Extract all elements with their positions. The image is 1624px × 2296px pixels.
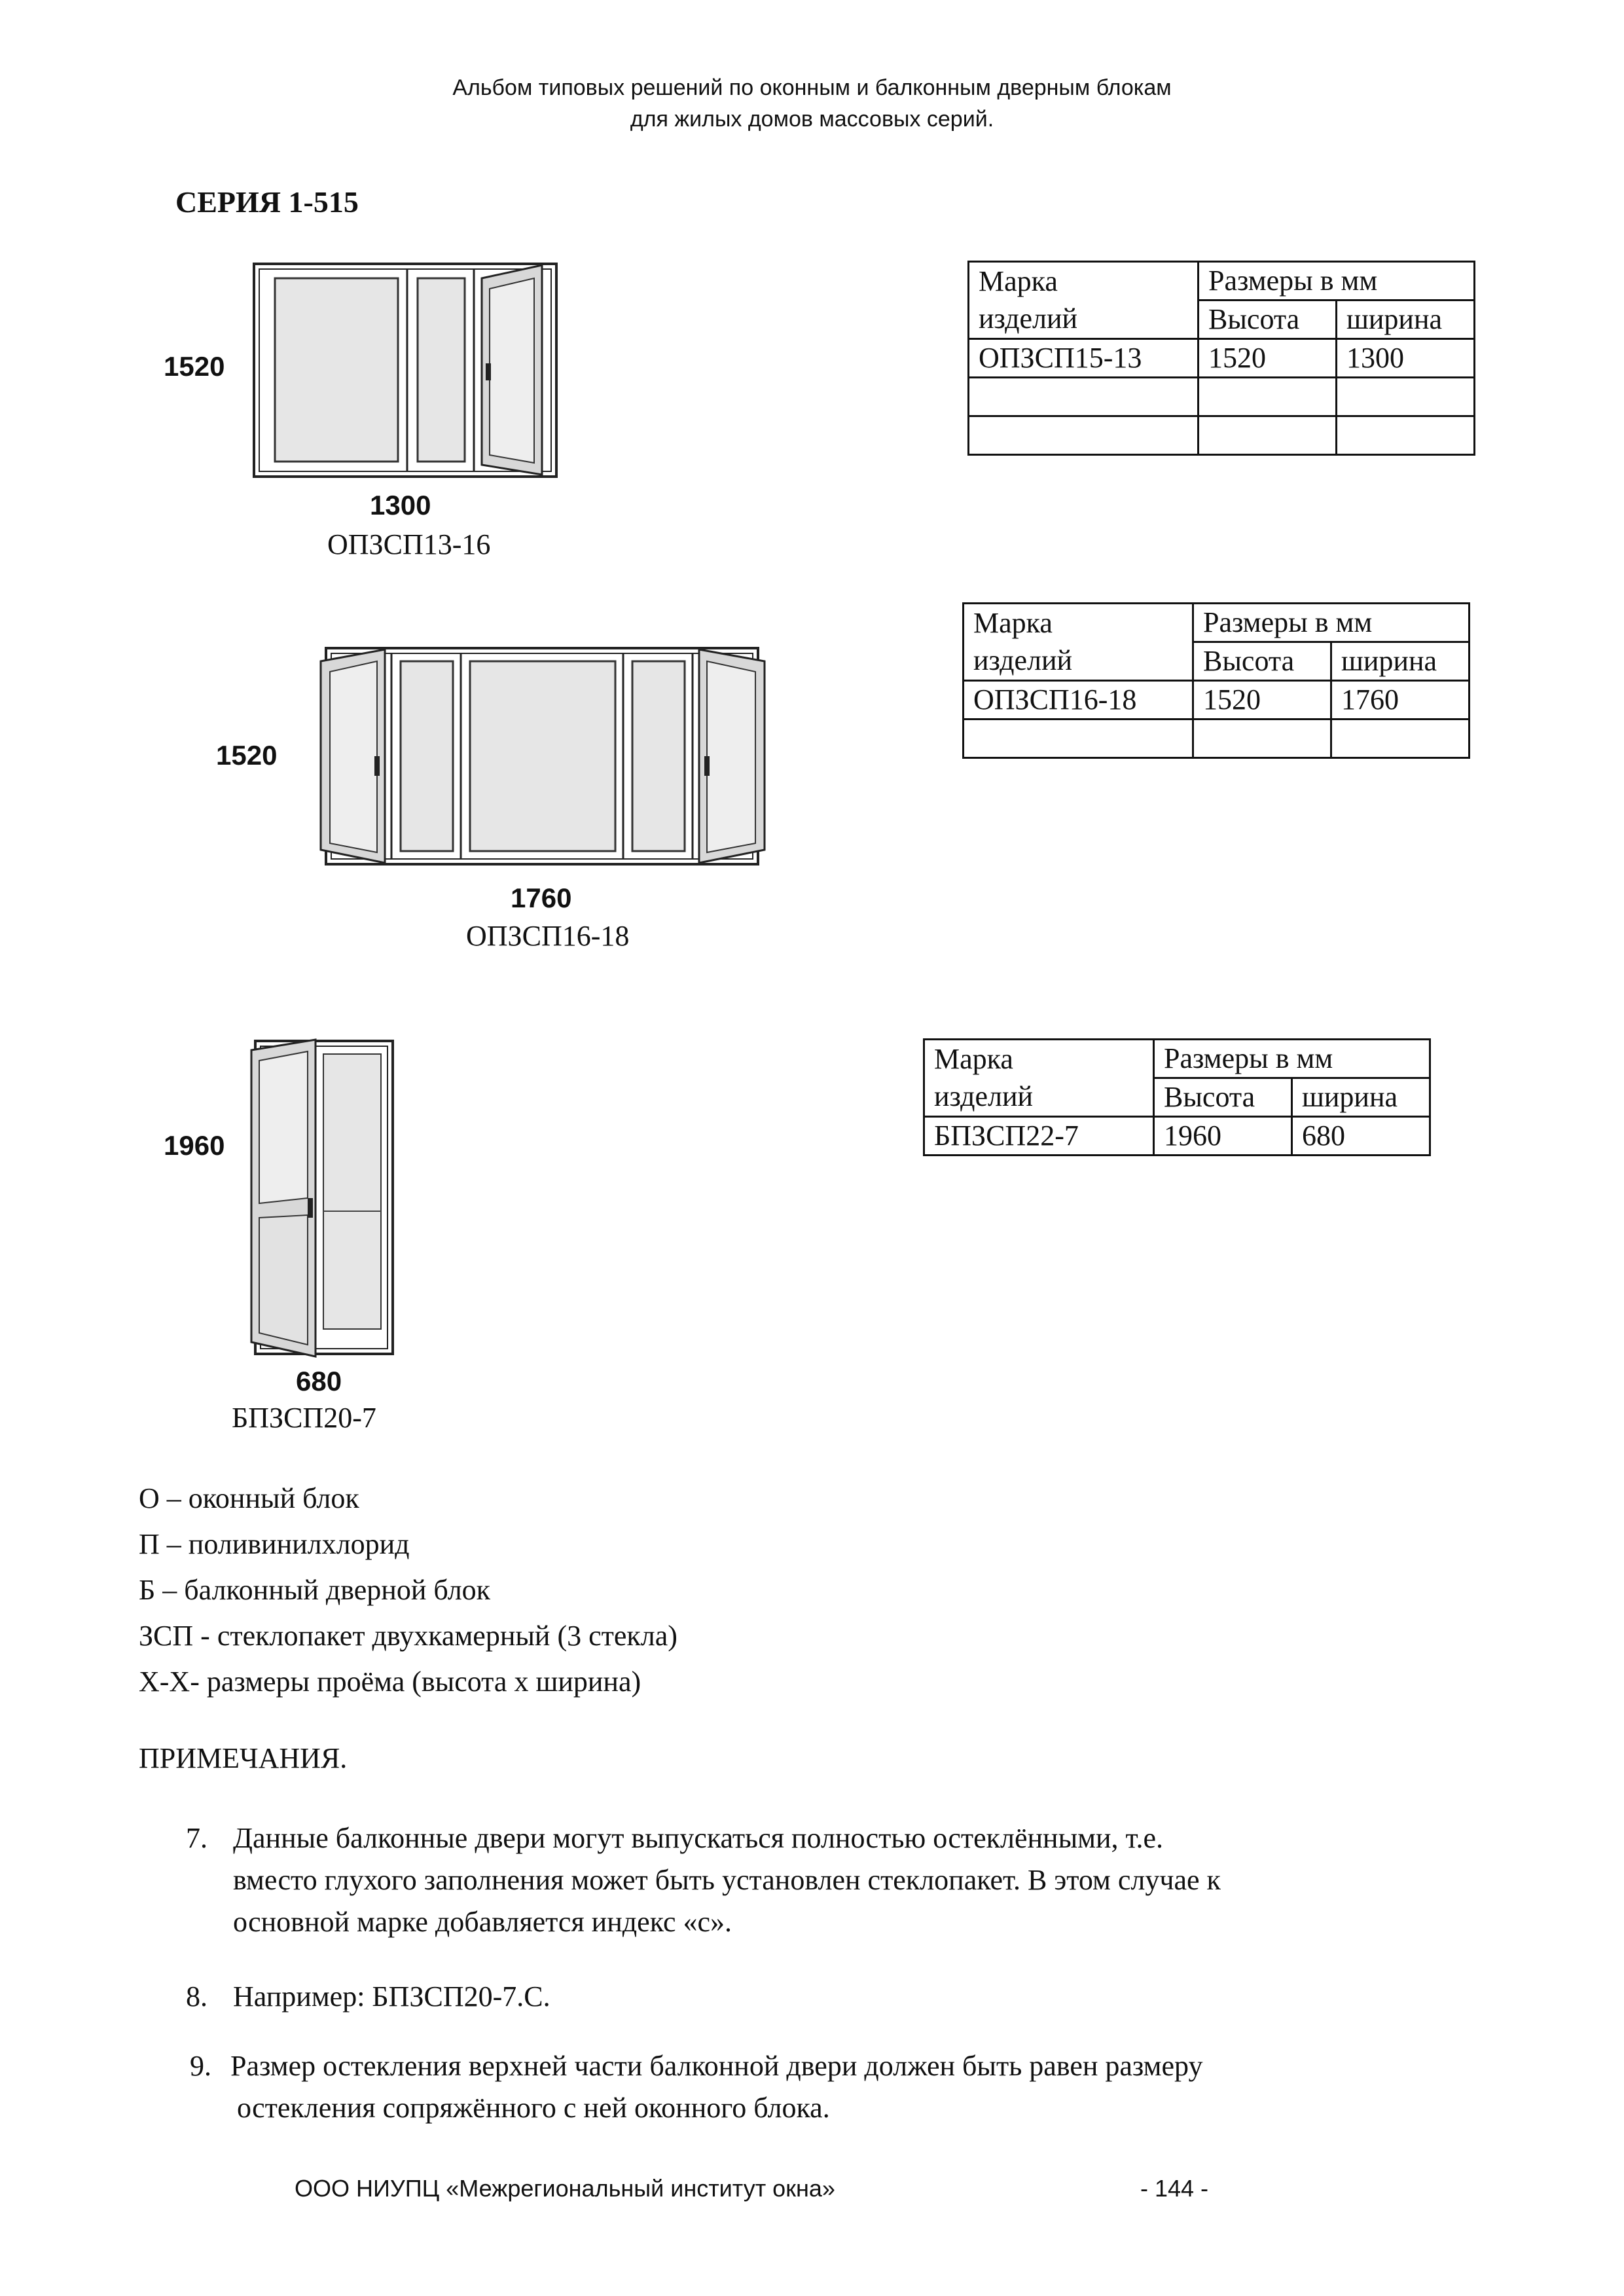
legend-item: ЗСП - стеклопакет двухкамерный (3 стекла) — [139, 1620, 677, 1652]
cell-empty — [1331, 720, 1470, 758]
table-header-width: ширина — [1292, 1078, 1430, 1117]
cell-mark: БПЗСП22-7 — [924, 1117, 1154, 1156]
legend — [139, 1476, 677, 1705]
caption-3: БПЗСП20-7 — [232, 1402, 376, 1434]
table-header-sizes: Размеры в мм — [1154, 1040, 1430, 1078]
note-8 — [233, 1976, 550, 2018]
table-header-height: Высота — [1199, 301, 1337, 339]
cell-empty — [969, 378, 1199, 416]
height-label-3: 1960 — [164, 1130, 225, 1161]
table-row — [964, 681, 1470, 720]
width-label-2: 1760 — [511, 883, 572, 913]
note-line: основной марке добавляется индекс «с». — [233, 1906, 732, 1938]
table-header-mark-2: изделий — [969, 301, 1199, 339]
width-label-3: 680 — [296, 1366, 342, 1396]
cell-height: 1520 — [1199, 339, 1337, 378]
note-9 — [230, 2045, 1202, 2129]
height-label-1: 1520 — [164, 351, 225, 382]
note-line: Например: БПЗСП20-7.С. — [233, 1980, 550, 2013]
legend-item: Б – балконный дверной блок — [139, 1574, 491, 1606]
table-header-sizes: Размеры в мм — [1193, 604, 1470, 642]
cell-empty — [1337, 416, 1475, 455]
notes-title: ПРИМЕЧАНИЯ. — [139, 1742, 348, 1774]
caption-1: ОПЗСП13-16 — [327, 528, 491, 560]
note-line: остекления сопряжённого с ней оконного блока. — [237, 2092, 830, 2124]
width-label-1: 1300 — [370, 490, 431, 520]
cell-width: 680 — [1292, 1117, 1430, 1156]
window-drawing-2 — [314, 642, 772, 871]
legend-item: О – оконный блок — [139, 1482, 359, 1514]
cell-width: 1300 — [1337, 339, 1475, 378]
note-7-number: 7. — [186, 1822, 208, 1854]
legend-item: Х-Х- размеры проёма (высота х ширина) — [139, 1666, 641, 1698]
cell-width: 1760 — [1331, 681, 1470, 720]
table-header-sizes: Размеры в мм — [1199, 262, 1475, 301]
cell-empty — [969, 416, 1199, 455]
spec-table-2 — [962, 602, 1470, 759]
cell-mark: ОПЗСП15-13 — [969, 339, 1199, 378]
table-header-mark: Марка — [924, 1040, 1154, 1078]
note-8-number: 8. — [186, 1980, 208, 2013]
spec-table-3 — [923, 1038, 1431, 1156]
window-drawing-1 — [249, 259, 563, 484]
caption-2: ОПЗСП16-18 — [466, 920, 630, 952]
header-line-1: Альбом типовых решений по оконным и балконным дверным блокам — [452, 75, 1172, 100]
cell-empty — [1199, 416, 1337, 455]
spec-table-1 — [967, 261, 1475, 456]
table-header-height: Высота — [1154, 1078, 1292, 1117]
cell-empty — [1199, 378, 1337, 416]
table-row — [969, 416, 1475, 455]
table-header-mark-2: изделий — [964, 642, 1193, 681]
table-header-mark: Марка — [969, 262, 1199, 301]
table-header-mark: Марка — [964, 604, 1193, 642]
table-row — [969, 378, 1475, 416]
height-label-2: 1520 — [216, 740, 278, 771]
note-7 — [233, 1817, 1221, 1943]
cell-mark: ОПЗСП16-18 — [964, 681, 1193, 720]
cell-empty — [964, 720, 1193, 758]
table-header-height: Высота — [1193, 642, 1331, 681]
note-line: Размер остекления верхней части балконной двери должен быть равен размеру — [230, 2050, 1203, 2082]
cell-empty — [1337, 378, 1475, 416]
table-header-width: ширина — [1337, 301, 1475, 339]
footer-org: ООО НИУПЦ «Межрегиональный институт окна» — [295, 2175, 835, 2202]
table-header-mark-2: изделий — [924, 1078, 1154, 1117]
note-9-number: 9. — [190, 2050, 211, 2082]
legend-item: П – поливинилхлорид — [139, 1528, 410, 1560]
series-title: СЕРИЯ 1-515 — [175, 185, 359, 219]
table-row — [924, 1117, 1430, 1156]
table-row — [969, 339, 1475, 378]
door-drawing-3 — [242, 1034, 406, 1362]
cell-height: 1960 — [1154, 1117, 1292, 1156]
table-row — [964, 720, 1470, 758]
header-line-2: для жилых домов массовых серий. — [630, 107, 994, 132]
cell-height: 1520 — [1193, 681, 1331, 720]
note-line: Данные балконные двери могут выпускаться полностью остеклёнными, т.е. — [233, 1822, 1163, 1854]
page-number: - 144 - — [1140, 2175, 1209, 2202]
cell-empty — [1193, 720, 1331, 758]
table-header-width: ширина — [1331, 642, 1470, 681]
note-line: вместо глухого заполнения может быть установлен стеклопакет. В этом случае к — [233, 1864, 1221, 1896]
